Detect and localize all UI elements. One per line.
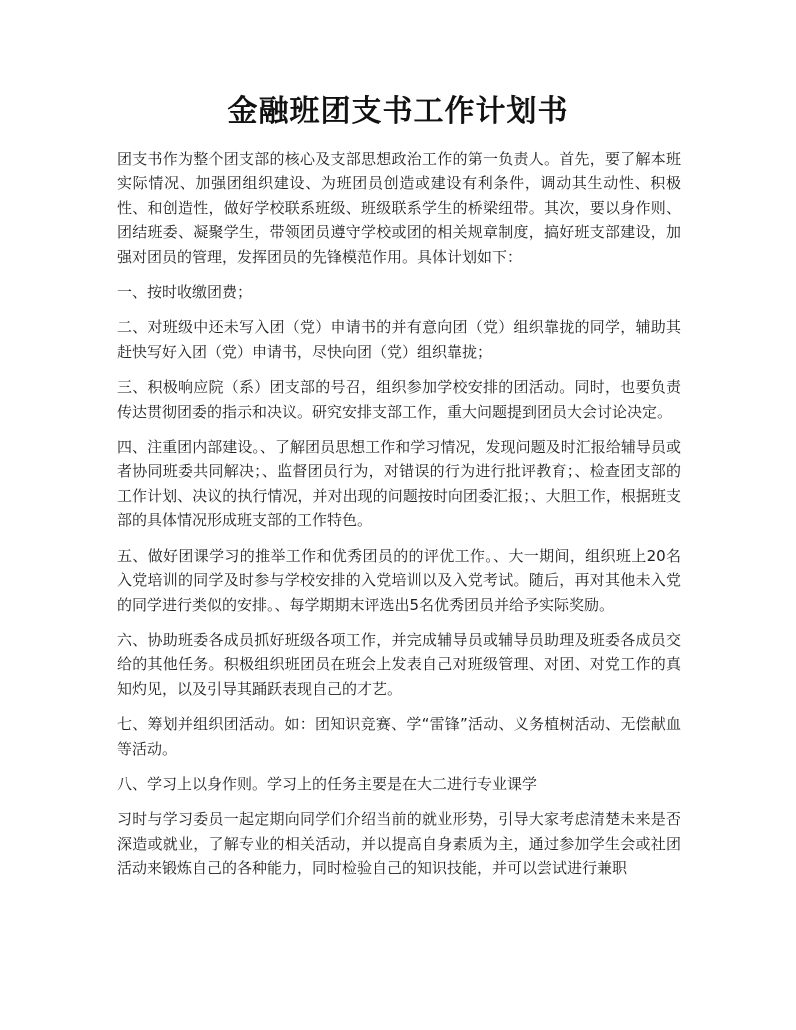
paragraph-item-8: 八、学习上以身作则。学习上的任务主要是在大二进行专业课学 — [117, 774, 538, 793]
paragraph-item-1: 一、按时收缴团费； — [117, 283, 253, 302]
document-body — [117, 147, 681, 892]
paragraph-item-2: 二、对班级中还未写入团（党）申请书的并有意向团（党）组织靠拢的同学，辅助其赶快写好入团（党）申请书，尽快向团（党）组织靠拢； — [117, 318, 681, 361]
paragraph-item-7: 七、筹划并组织团活动。如：团知识竞赛、学“雷锋”活动、义务植树活动、无偿献血等活动。 — [117, 715, 681, 758]
paragraph-continuation: 习时与学习委员一起定期向同学们介绍当前的就业形势，引导大家考虑清楚未来是否深造或就业，了解专业的相关活动，并以提高自身素质为主，通过参加学生会或社团活动来锻炼自己的各种能力，同时检验自己的知识技能，并可以尝试进行兼职 — [117, 810, 681, 878]
paragraph-item-6: 六、协助班委各成员抓好班级各项工作，并完成辅导员或辅导员助理及班委各成员交给的其他任务。积极组织班团员在班会上发表自己对班级管理、对团、对党工作的真知灼见，以及引导其踊跃表现自己的才艺。 — [117, 630, 681, 698]
paragraph-item-3: 三、积极响应院（系）团支部的号召，组织参加学校安排的团活动。同时，也要负责传达贯彻团委的指示和决议。研究安排支部工作，重大问题提到团员大会讨论决定。 — [117, 378, 681, 421]
paragraph-intro: 团支书作为整个团支部的核心及支部思想政治工作的第一负责人。首先，要了解本班实际情况、加强团组织建设、为班团员创造或建设有利条件，调动其生动性、积极性、和创造性，做好学校联系班级、班级联系学生的桥梁纽带。其次，要以身作则、团结班委、凝聚学生，带领团员遵守学校或团的相关规章制度，搞好班支部建设，加强对团员的管理，发挥团员的先锋模范作用。具体计划如下： — [117, 150, 681, 266]
page-title: 金融班团支书工作计划书 — [227, 94, 569, 129]
paragraph-item-4: 四、注重团内部建设。、了解团员思想工作和学习情况，发现问题及时汇报给辅导员或者协同班委共同解决；、监督团员行为，对错误的行为进行批评教育；、检查团支部的工作计划、决议的执行情况，并对出现的问题按时向团委汇报；、大胆工作，根据班支部的具体情况形成班支部的工作特色。 — [117, 438, 681, 530]
paragraph-item-5: 五、做好团课学习的推举工作和优秀团员的的评优工作。、大一期间，组织班上20名入党培训的同学及时参与学校安排的入党培训以及入党考试。随后，再对其他未入党的同学进行类似的安排。、每学期期末评选出5名优秀团员并给予实际奖励。 — [117, 546, 681, 614]
